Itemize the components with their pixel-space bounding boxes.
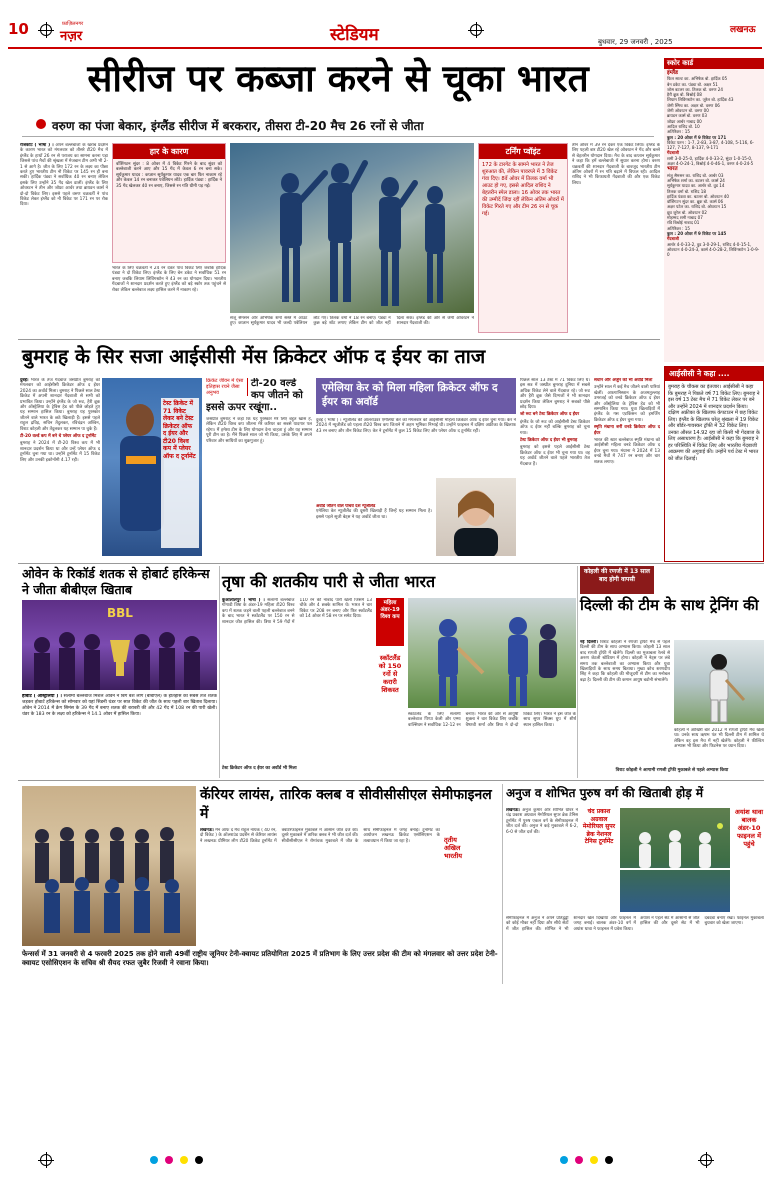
loss-box-title: हार के कारण [113,144,225,159]
registration-mark-icon [700,1154,712,1166]
bumrah-headline: बुमराह के सिर सजा आईसीसी मेंस क्रिकेटर ऑफ द ईयर का ताज [22,345,486,368]
loss-box-text: वॉशिंगटन सुंदर : 8 ओवर में 4 विकेट गिरने के बाद सुंदर को बल्लेबाजी करने आए और 15 गेंद में केवल 6 रन बना सके। सूर्यकुमार यादव : कप्तान सूर्यकुमार यादव एक बार फिर नाकाम रहे और केवल 14 रन बनाकर पवेलियन लौटे। हार्दिक पंड्या : हार्दिक ने 35 गेंद खेलकर 40 रन बनाए, जिससे रन गति धीमी पड़ गई। [116,162,222,189]
anuj-body-2: सेमीफाइनल में अनुज ने अपने प्रतिद्वंद्वी को कोई मौका नहीं दिया और सीधे सेटों में जीत हासिल की। शोभित ने भी शानदार खेल दिखाया और फाइनल में जगह बनाई। बालक अंडर-10 वर्ग में अयांश थावा ने फाइनल में प्रवेश किया। [506,916,636,932]
award-body: पिछले साल 13 टेस्ट में 71 विकेट लिए थे। इस सत्र में जस्प्रीत बुमराह दुनिया में सबसे अधिक विकेट लेने वाले गेंदबाज रहे। जो रूट और हैरी ब्रूक जैसे दिग्गजों ने भी शानदार प्रदर्शन किया लेकिन बुमराह ने सबको पीछे छोड़ दिया। [520,378,590,411]
amelia-column-2 [316,504,432,556]
color-swatch-icon [605,1156,613,1164]
trisha-players-silhouette [408,598,576,708]
lead-body-1: अपने बल्लेबाजों के खराब प्रदर्शन के कारण भारत को मंगलवार को तीसरे टी20 मैच में इंग्लैंड के हाथों 26 रन से पराजय का सामना करना पड़ा जिससे पांच मैचों की श्रृंखला में मेजबान टीम अभी भी 2-1 से आगे है। जीत के लिए 172 रन के लक्ष्य का पीछा करते हुए भारतीय टीम नौ विकेट पर 145 रन ही बना सकी। हार्दिक पंड्या ने सर्वाधिक 40 रन बनाए लेकिन इसके लिए उन्होंने 35 गेंद खेल डालीं। इंग्लैंड के लिए ओवरटन ने तीन और जोफ्रा आर्चर तथा ब्रायडन कार्स ने दो-दो विकेट लिए। इससे पहले वरुण चक्रवर्ती ने पांच विकेट लेकर इंग्लैंड को नौ विकेट पर 171 रन पर रोक दिया। [20,143,108,208]
amelia-sub1: अवॉर्ड जीतने वाले पांचवें देश न्यूजीलैंड [316,504,376,509]
anuj-tournament-tag: चंद प्रकाश अग्रवाल मेमोरियल सुपर ब्रेक नेशनल टेनिस टूर्नामेंट [582,808,616,845]
anuj-side-tag: अयांश थावा बालक अंडर-10 फाइनल में पहुंचे [734,808,764,848]
award-sub2: टेस्ट क्रिकेटर ऑफ द ईयर भी बुमराह [520,438,578,444]
owen-dateline: होबार्ट ( ऑस्ट्रेलिया ) । [22,694,62,699]
owen-headline: ओवेन के रिकॉर्ड शतक से होबार्ट हरिकेन्स ने जीता बीबीएल खिताब [22,566,210,597]
lead-subhead-text: वरुण का पंजा बेकार, इंग्लैंड सीरीज में बरकरार, तीसरा टी-20 मैच 26 रनों से जीता [52,119,424,133]
anuj-body-3: अयांश ने पहले सेट में आसानी से जीत हासिल की और दूसरे सेट में भी दबदबा बनाए रखा। फाइनल मुकाबला बुधवार को खेला जाएगा। [640,916,764,927]
bat-line: जेमी ओवरटन बो. वरुण 00 [667,108,709,114]
amelia-body-2: एमेलिया केर न्यूजीलैंड की दूसरी खिलाड़ी हैं जिन्हें यह सम्मान मिला है। इससे पहले सूजी बेट्स ने यह अवॉर्ड जीता था। [316,509,432,520]
england-celebration-photo [230,143,474,313]
amelia-header-band [316,378,516,414]
turning-point-text: 172 के टारगेट के सामने भारत ने तेज शुरुआत की, लेकिन पावरप्ले में 3 विकेट गंवा दिए। 8वें ओवर में तिलक वर्मा भी आउट हो गए, इससे आदिल राशिद ने बेहतरीन स्पेल डाला। 16 ओवर तक भारत की उम्मीदें जिंदा रहीं लेकिन अंतिम ओवरों में विकेट गिरते गए और टीम 26 रन से चूक गई। [482,162,564,217]
players-silhouette [230,143,474,313]
loss-reasons-box [112,143,226,263]
tenni-quoit-team-photo [22,786,196,946]
subhead-bullet-icon [36,119,46,129]
amelia-headline: एमेलिया केर को मिला महिला क्रिकेटर ऑफ द ईयर का अवॉर्ड [322,382,498,408]
bat-line: बेन डकेट का. पंड्या बो. अक्षर 51 [667,81,718,87]
trisha-body-2: स्कॉटलैंड के लिए सलामी बल्लेबाज पिप्पा केली और एम्मा वाल्सिंघम ने सर्वाधिक 12-12 रन बनाए। भारत की ओर से आयुषी शुक्ला ने चार विकेट लिए जबकि वैष्णवी शर्मा और त्रिषा ने दो-दो विकेट लिए। भारत ने इस जीत के साथ सुपर सिक्स ग्रुप में शीर्ष स्थान हासिल किया। [408,712,576,728]
icc-says-box [664,366,764,562]
bumrah-photo-overlay: टेस्ट क्रिकेट में 71 विकेट लेकर बने टेस्ट क्रिकेटर ऑफ द ईयर और टी20 विश्व कप में प्लेयर ऑफ द टूर्नामेंट [161,398,199,548]
registration-mark-icon [40,24,52,36]
bumrah-sub1: टी-20 वर्ल्ड कप में बने थे प्लेयर ऑफ द टूर्नामेंट [20,434,97,440]
trisha-badge-1: महिला अंडर-19 विश्व कप [376,598,404,646]
career-dateline: लखनऊ। [200,828,214,833]
anuj-column-1 [506,808,578,912]
team-group-silhouette [22,786,196,946]
color-swatch-icon [560,1156,568,1164]
bat-line: संजू सैमसन का. राशिद बो. आर्चर 03 [667,172,724,178]
bumrah-quote-box [206,378,312,556]
bat-line: हैरी ब्रूक बो. बिश्नोई 08 [667,92,702,98]
color-swatch-icon [150,1156,158,1164]
color-swatch-icon [575,1156,583,1164]
registration-mark-icon [470,24,482,36]
bat-line: रवि बिश्नोई नाबाद 01 [667,220,700,226]
issue-date: बुधवार, 29 जनवरी , 2025 [598,38,673,46]
award-column-2 [594,378,660,560]
scorecard-batting-2 [667,173,761,226]
section-divider [18,339,660,340]
bumrah-column-1 [20,378,100,560]
bat-line: अभिषेक शर्मा का. बटलर बो. कार्स 24 [667,177,725,183]
bat-line: जेमी स्मिथ का. अक्षर बो. वरुण 06 [667,102,720,108]
amelia-body-3: भारत की स्टार बल्लेबाज स्मृति मंधाना को आईसीसी महिला वनडे क्रिकेटर ऑफ द ईयर चुना गया। मंधाना ने 2024 में 13 वनडे मैचों में 747 रन बनाए और चार शतक लगाए। [594,438,660,465]
amelia-body: दुबई ( भाषा ) । न्यूजीलैंड की ऑलराउंडर एमेलिया केर को मंगलवार को आईसीसी महिला क्रिकेटर ऑफ द ईयर चुना गया। केर ने 2024 में न्यूजीलैंड को पहला टी20 विश्व कप जिताने में अहम भूमिका निभाई थी। उन्होंने फाइनल में दक्षिण अफ्रीका के खिलाफ 43 रन बनाए और तीन विकेट लिए। केर ने टूर्नामेंट में कुल 15 विकेट लिए और प्लेयर ऑफ द टूर्नामेंट रहीं। [316,418,516,434]
extras-1: अतिरिक्त : 15 [667,129,690,135]
color-swatch-icon [590,1156,598,1164]
bumrah-dateline: दुबई। [20,378,29,383]
scorecard-panel [664,58,764,362]
lead-headline: सीरीज पर कब्जा करने से चूका भारत [87,57,589,100]
lead-column-2 [112,266,226,334]
bowling-1: शमी 3-0-25-0, हार्दिक 4-0-33-2, सुंदर 1-0-15-0, अक्षर 4-0-24-1, बिश्नोई 4-0-46-1, वरुण 4-0-24-5 [667,155,754,167]
bat-line: जोस बटलर का. तिलक बो. वरुण 24 [667,86,723,92]
scorecard-batting-1 [667,76,761,129]
print-color-bar [0,1140,770,1182]
trisha-column-2 [408,712,576,764]
column-rule [502,784,503,984]
award-body-2: इंग्लैंड के जो रूट को आईसीसी टेस्ट क्रिकेटर ऑफ द ईयर नहीं बल्कि बुमराह को चुना गया। [520,419,590,436]
section-divider [18,563,764,564]
award-sub1: जो रूट बने टेस्ट क्रिकेटर ऑफ द ईयर [520,412,580,418]
kohli-caption: विराट कोहली ने आगामी रणजी ट्रॉफी मुकाबले से पहले अभ्यास किया [615,768,729,773]
quote-text: जसप्रीत बुमराह ने कहा कि यह पुरस्कार मेरे लिए बहुत खास है, लेकिन टी20 विश्व कप जीतना मेरे करियर का सबसे यादगार पल रहेगा। मैं हमेशा टीम के लिए योगदान देना चाहता हूं और यह सम्मान पूरी टीम का है। मैंने पिछले साल जो भी किया, उसके लिए मैं अपने परिवार और साथियों का शुक्रगुजार हूं। [206,417,312,444]
column-rule [219,566,220,778]
lead-body-2: भारत के लिए चक्रवर्ती ने 24 रन देकर पांच विकेट लिए जबकि हार्दिक पंड्या ने दो विकेट लिए। इंग्लैंड के लिए बेन डकेट ने सर्वाधिक 51 रन बनाए जबकि लियाम लिविंगस्टोन ने 43 रन का योगदान दिया। भारतीय गेंदबाजों ने शानदार प्रदर्शन करते हुए इंग्लैंड को बड़े स्कोर तक पहुंचने से रोका लेकिन बल्लेबाज लक्ष्य हासिल करने में नाकाम रहे। [112,266,226,293]
quote-label: क्रिकेट जीवन में ऐसा इतिहास रचने जैसा अनुभव [206,378,248,396]
trisha-dateline: कुआलालंपुर ( भाषा ) । [222,598,265,603]
bat-line: ब्रायडन कार्स बो. वरुण 03 [667,113,708,119]
quote-title: टी-20 वर्ल्ड कप जीतने को इससे ऊपर रखूंगा.. [206,378,303,413]
lead-column-3 [230,316,474,336]
trisha-photo [408,598,576,708]
icc-says-title: आईसीसी ने कहा .... [665,367,763,381]
bumrah-body: भारत के तेज गेंदबाज जसप्रीत बुमराह को मंगलवार को आईसीसी क्रिकेटर ऑफ द ईयर 2024 का अवॉर्ड मिला। बुमराह ने पिछले साल टेस्ट क्रिकेट में अपनी शानदार गेंदबाजी से सभी को प्रभावित किया। उन्होंने इंग्लैंड के जो रूट, हैरी ब्रूक और ऑस्ट्रेलिया के ट्रेविस हेड को पीछे छोड़ते हुए यह सम्मान हासिल किया। बुमराह यह पुरस्कार जीतने वाले भारत के छठे खिलाड़ी हैं। इससे पहले राहुल द्रविड़, सचिन तेंदुलकर, रविचंद्रन अश्विन, विराट कोहली और तेंदुलकर यह सम्मान पा चुके हैं। [20,378,100,432]
owen-body [22,694,217,764]
anuj-dateline: लखनऊ। [506,808,520,813]
bat-line: आदिल राशिद बो. 10 [667,123,700,129]
bat-line: अक्षर पटेल का. राशिद बो. ओवरटन 15 [667,204,727,210]
total-2: कुल : 20 ओवर में 9 विकेट पर 145 [667,230,727,236]
career-column [200,828,440,958]
color-swatch-icon [165,1156,173,1164]
color-swatch-icon [180,1156,188,1164]
page-number: 10 [8,20,29,38]
paper-name-small: फ़ाज़िलनगर [62,21,84,27]
lead-column-1 [20,143,108,333]
scorecard-title: स्कोर कार्ड [664,58,764,69]
masthead-rule [8,47,762,49]
bowling-title-2: गेंदबाजी [667,236,679,242]
anuj-headline: अनुज व शोभित पुरुष वर्ग की खिताबी होड़ में [506,786,704,800]
career-headline: कॅरियर लायंस, तारिक क्लब व सीवीसीसीएल सेमीफाइनल में [200,787,492,822]
career-sub-tag: तृतीय अखिल भारतीय [444,836,463,860]
trisha-caption: टेस्ट क्रिकेटर ऑफ द ईयर का अवॉर्ड भी मिला [222,766,297,771]
kohli-column-1 [580,640,670,766]
kohli-body-2: कोहली ने आखिरी बार 2012 में रणजी ट्रॉफी मैच खेला था। उनके साथ ऋषभ पंत भी दिल्ली टीम में शामिल थे लेकिन वह इस मैच में नहीं खेलेंगे। कोहली ने फील्डिंग अभ्यास भी किया और फिटनेस पर ध्यान दिया। [674,728,764,750]
anuj-column-2 [506,916,636,984]
kohli-headline: दिल्ली की टीम के साथ ट्रेनिंग की [580,596,759,614]
bbl-trophy-photo [22,600,217,690]
kohli-tag: कोहली की रणजी में 13 साल बाद होगी वापसी [580,566,654,594]
trisha-body: सलामी बल्लेबाज गोंगाडी त्रिषा के अंडर-19 महिला टी20 विश्व कप में शतक जड़ने वाली पहली बल्लेबाज बनने के बाद भारत ने स्कॉटलैंड पर 150 रन से शानदार जीत हासिल की। त्रिषा ने 59 गेंदों में 110 रन की नाबाद पारी खेली जिसमें 13 चौके और 4 छक्के शामिल थे। भारत ने चार विकेट पर 208 रन बनाए और फिर स्कॉटलैंड को 14 ओवर में 58 रन पर समेट दिया। [222,598,372,625]
lead-body-4: तीन ओवर में 39 रन देकर एक विकेट लिया। इंग्लैंड के लिए पहली बार टी20 खेल रहे ओवरटन ने गेंद और बल्ले से बेहतरीन योगदान दिया। मैच के बाद कप्तान सूर्यकुमार ने कहा कि हमें बल्लेबाजी में सुधार करना होगा। [572,143,660,165]
kohli-dateline: नई दिल्ली। [580,640,598,645]
tennis-players-silhouette [620,808,730,912]
icc-says-text: बुमराह के चौकस का इंतजार। आईसीसी ने कहा कि बुमराह ने पिछले वर्ष 71 विकेट लिए। बुमराह ने इस वर्ष 13 टेस्ट मैच में 71 विकेट लेकर पर बने और उन्होंने 2024 में शानदार प्रदर्शन किया। दक्षिण अफ्रीका के खिलाफ केपटाउन में छह विकेट लिए। इंग्लैंड के खिलाफ घरेलू श्रृंखला में 19 विकेट और बॉर्डर-गावस्कर ट्रॉफी में 32 विकेट लिए। उनका औसत 14.92 रहा जो किसी भी गेंदबाज के लिए असाधारण है। आईसीसी ने कहा कि बुमराह ने हर परिस्थिति में विकेट लिए और भारतीय गेंदबाजी आक्रमण की अगुवाई की। उन्होंने पर्थ टेस्ट में भारत को जीत दिलाई। [668,384,760,462]
award-body-4: उन्होंने साल में कई मैच जीतने वाली पारियां खेलीं। अफगानिस्तान के अजमतुल्लाह उमरजई को वनडे क्रिकेटर ऑफ द ईयर और ऑस्ट्रेलिया के ट्रेविस हेड को भी सम्मानित किया गया। युवा खिलाड़ियों में इंग्लैंड के गस एटकिंसन को इमर्जिंग क्रिकेटर ऑफ द ईयर चुना गया। [594,385,660,423]
section-divider [18,780,764,781]
color-swatch-icon [195,1156,203,1164]
column-rule [577,566,578,778]
bat-line: सूर्यकुमार यादव का. आर्चर बो. वुड 14 [667,183,725,189]
bat-line: तिलक वर्मा बो. राशिद 18 [667,188,706,194]
turning-point-box [478,143,568,333]
paper-name: नज़र [60,29,83,44]
award-sub3: संधान और अर्जुन को भी अवॉर्ड मिला [594,378,653,383]
tennis-photo [620,808,730,912]
section-title: स्टेडियम [330,25,379,45]
bumrah-photo [102,378,202,556]
career-caption: फेन्सर्स में 31 जनवरी से 4 फरवरी 2025 तक होने वाली 49वीं राष्ट्रीय जूनियर टेनी-क्वायट प्रतियोगिता 2025 में प्रतिभाग के लिए उत्तर प्रदेश की टीम को मंगलवार को उत्तर प्रदेश टेनी-क्वायट एसोसिएशन के सचिव श्री सैयद रफत जुबैर रिजवी ने रवाना किया। [22,950,498,967]
turning-point-title: टर्निंग प्वॉइंट [479,144,567,159]
lead-body-5: वरुण चक्रवर्ती की शानदार गेंदबाजी के बावजूद भारतीय टीम अंतिम ओवरों में रन गति बढ़ाने में विफल रही। आदिल राशिद ने भी किफायती गेंदबाजी की और एक विकेट लिया। [572,159,660,186]
kohli-column-2 [674,728,764,766]
registration-mark-icon [40,1154,52,1166]
bowling-title-1: गेंदबाजी [667,150,679,156]
lead-column-4 [572,143,660,333]
trisha-badge-2: स्कॉटलैंड को 150 रनों से करारी शिकस्त [378,654,402,694]
masthead [0,0,770,44]
anuj-column-3 [640,916,764,984]
edition-city: लखनऊ [730,25,756,35]
award-column [520,378,590,560]
extras-2: अतिरिक्त : 15 [667,225,690,231]
amelia-sub2: स्मृति मंधाना बनीं वनडे क्रिकेटर ऑफ द ईयर [594,425,660,436]
trisha-headline: तृषा की शतकीय पारी से जीता भारत [222,572,436,591]
bumrah-body-b: बुमराह ने 2024 में टी-20 विश्व कप में भी शानदार प्रदर्शन किया था और उन्हें प्लेयर ऑफ द टूर्नामेंट चुना गया था। उन्होंने टूर्नामेंट में 15 विकेट लिए और उनकी इकोनॉमी 4.17 रही। [20,441,100,463]
bowling-2: आर्चर 4-0-33-2, वुड 3-0-29-1, राशिद 4-0-15-1, ओवरटन 4-0-24-3, कार्स 4-0-28-2, लिविंगस्टोन 1-0-9-0 [667,241,760,258]
bat-line: फिल साल्ट का. अभिषेक बो. हार्दिक 05 [667,76,728,82]
award-body-3: बुमराह को इससे पहले आईसीसी टेस्ट क्रिकेटर ऑफ द ईयर भी चुना गया था। वह यह अवॉर्ड जीतने वाले पहले भारतीय तेज गेंदबाज हैं। [520,445,590,467]
bbl-label: BBL [107,606,133,620]
total-1: कुल : 20 ओवर में 9 विकेट पर 171 [667,134,727,140]
kohli-body: विराट कोहली ने रणजी ट्रॉफी मैच से पहले दिल्ली की टीम के साथ अभ्यास किया। कोहली 13 साल बाद रणजी ट्रॉफी में खेलेंगे। दिल्ली का मुकाबला रेलवे से अरुण जेटली स्टेडियम में होगा। कोहली ने नेट्स पर लंबे समय तक बल्लेबाजी का अभ्यास किया और युवा खिलाड़ियों के साथ समय बिताया। मुख्य कोच शरणदीप सिंह ने कहा कि कोहली की मौजूदगी से टीम का मनोबल बढ़ा है। दिल्ली की टीम की कमान आयुष बडोनी संभालेंगे। [580,640,670,683]
owen-body-text: सलामी बल्लेबाज मिशेल ओवेन ने बिग बैश लीग (बीबीएल) के इतिहास का सबसे तेज शतक जड़कर होबार्ट हरिकेन्स को सोमवार को यहां सिडनी थंडर पर सात विकेट की जीत के साथ पहली बार खिताब दिलाया। ओवेन ने 2014 में क्रेग सिमंस के 39 गेंद में बनाए शतक की बराबरी की और 42 गेंद में 108 रन की पारी खेली। थंडर के 183 रन के लक्ष्य को हरिकेन्स ने 14.1 ओवर में हासिल किया। [22,694,217,717]
amelia-photo [436,478,516,556]
kohli-photo [674,640,764,724]
career-body: मैन ऑफ द मैच राहुल नायक ( 40 रन, दो विकेट ) के ऑलराउंड प्रदर्शन से कॅरियर लायंस ने लखनऊ प्रीमियर लीग टी20 क्रिकेट टूर्नामेंट में क्वार्टरफाइनल मुकाबले में आसान जीत दर्ज की। दूसरे मुकाबले में तारिक क्लब ने भी जीत दर्ज की। सीवीसीसीएल ने रोमांचक मुकाबले में जीत के साथ सेमीफाइनल में जगह बनाई। टूर्नामेंट का आयोजन लखनऊ क्रिकेट एसोसिएशन के तत्वावधान में किया जा रहा है। [200,828,440,844]
trisha-column-1 [222,598,372,764]
fow-1: विकेट पतन : 1-7, 2-83, 3-87, 4-108, 5-116, 6-127, 7-127, 8-137, 9-171 [667,139,754,151]
kohli-silhouette [674,640,764,724]
bat-line: जोफ्रा आर्चर नाबाद 00 [667,118,702,124]
anuj-body: अनुज कुमार और शोभित ग्रोवर ने चंद्र प्रकाश अग्रवाल मेमोरियल सुपर ब्रेक टेनिस टूर्नामेंट में पुरुष एकल वर्ग के सेमीफाइनल में जीत दर्ज की। अनुज ने कड़े मुकाबले में 6-2, 6-0 से जीत दर्ज की। [506,808,578,835]
bat-line: ध्रुव जुरेल बो. ओवरटन 02 [667,209,707,215]
lead-subhead [22,117,654,137]
scorecard-team2: भारत [667,166,678,173]
lead-dateline: राजकोट ( भाषा ) । [20,143,54,148]
bat-line: हार्दिक पंड्या का. बटलर बो. ओवरटन 40 [667,193,729,199]
bat-line: वॉशिंगटन सुंदर का. ब्रूक बो. कार्स 06 [667,199,724,205]
amelia-silhouette [436,478,516,556]
lead-body-3: संजू सैमसन और अभिषेक शर्मा सस्ते में आउट हुए। कप्तान सूर्यकुमार यादव भी जल्दी पवेलियन लौट गए। तिलक वर्मा ने 18 रन बनाए। पंड्या ने कुछ बड़े शॉट लगाए लेकिन टीम को जीत नहीं दिला सके। इंग्लैंड की ओर से जेमी ओवरटन ने शानदार गेंदबाजी की। [230,316,474,327]
bat-line: लियाम लिविंगस्टोन का. जुरेल बो. हार्दिक 43 [667,97,734,103]
scorecard-team1: इंग्लैंड [667,70,678,76]
bat-line: मोहम्मद शमी नाबाद 07 [667,215,703,221]
